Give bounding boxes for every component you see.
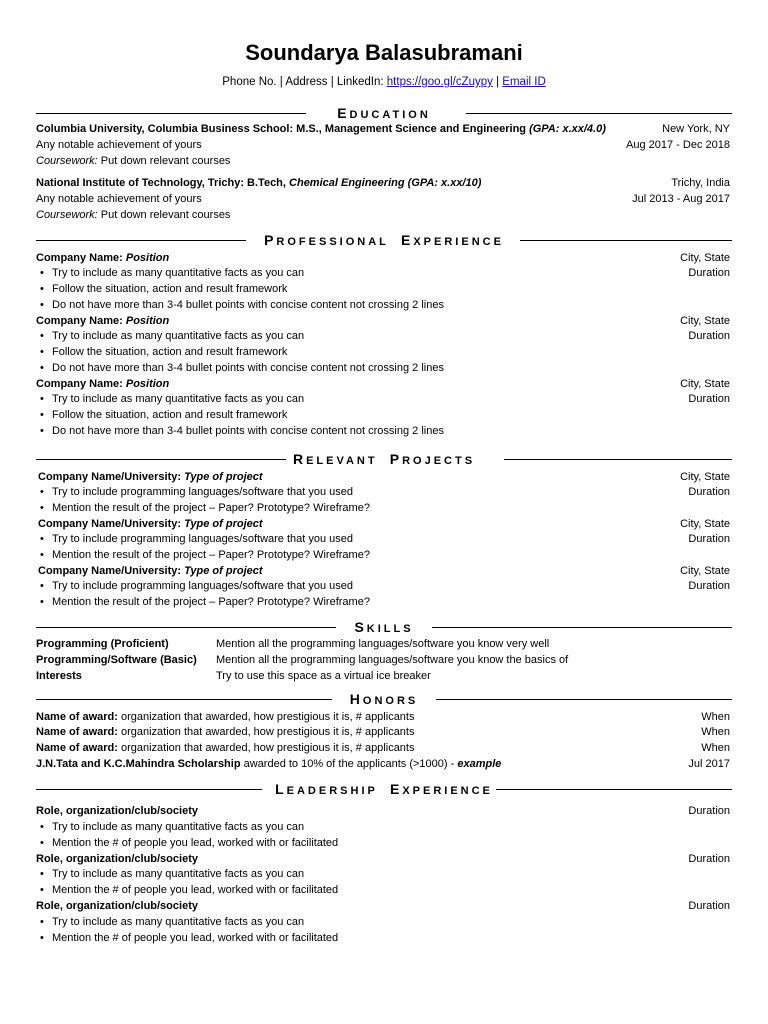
linkedin-link[interactable]: https://goo.gl/cZuypy — [386, 76, 493, 88]
list-item: • Do not have more than 3-4 bullet points with concise content not crossing 2 lines — [40, 424, 444, 439]
leadership-entry: Role, organization/club/society Duration — [36, 805, 730, 817]
skill-row: Interests Try to use this space as a virtual ice breaker — [36, 670, 431, 682]
project-entry: Company Name/University: Type of project City, State — [38, 471, 730, 483]
skill-row: Programming/Software (Basic) Mention all the programming languages/software you know the basics of — [36, 654, 569, 666]
list-item: • Try to include as many quantitative facts as you can — [40, 820, 304, 835]
list-item: • Try to include programming languages/software that you used — [40, 485, 353, 500]
dates: Aug 2017 - Dec 2018 — [626, 139, 730, 151]
list-item: • Try to include as many quantitative facts as you can — [40, 867, 304, 882]
resume-page: Soundarya Balasubramani Phone No. | Address | LinkedIn: https://goo.gl/cZuypy | Email ID EDUCATION Columbia University, Columbia Business School: M.S., Management Science and Engineering (GPA: x.xx/4.0) New York, NY Any notable achievement of yours Aug 2017 - Dec 2018 Coursework: Put down relevant courses National Institute of Technology, Trichy: B.Tech, Chemical Engineering (GPA: x.xx/10) Trichy, India Any notable achievement of yours Jul 2013 - Aug 2017 Coursework: Put down relevant courses PROFESSIONAL EXPERIENCE Company Name: Position City, State Duration • Try to include as many quantitative facts as you can • Follow the situation, action and result framework • Do not have more than 3-4 bullet points with concise content not crossing 2 lines Company Name: Position City, State Duration • Try to include as many quantitative facts as you can • Follow the situation, action and result framework • Do not have more than 3-4 bullet points with concise content not crossing 2 lines Company Name: Position City, State Duration • Try to include as many quantitative facts as you can • Follow the situation, action and result framework • Do not have more than 3-4 bullet points with concise content not crossing 2 lines RELEVANT PROJECTS Company Name/University: Type of project City, State Duration • Try to include programming languages/software that you used • Mention the result of the project – Paper? Prototype? Wireframe? Company Name/University: Type of project City, State Duration • Try to include programming languages/software that you used • Mention the result of the project – Paper? Prototype? Wireframe? Company Name/University: Type of project City, State Duration • Try to include programming languages/software that you used • Mention the result of the project – Paper? Prototype? Wireframe? SKILLS Programming (Proficient) Mention all the programming languages/software you know very well Programming/Software (Basic) Mention all the programming languages/software you know the basics of Interests Try to use this space as a virtual ice breaker HONORS Name of award: organization that awarded, how prestigious it is, # applicants When Name of award: organization that awarded, how prestigious it is, # applicants When Name of award: organization that awarded, how prestigious it is, # applicants When J.N.Tata and K.C.Mahindra Scholarship awarded to 10% of the applicants (>1000) - example Jul 2017 LEADERSHIP EXPERIENCE Role, organization/club/society Duration • Try to include as many quantitative facts as you can • Mention the # of people you lead, worked with or facilitated Role, organization/club/society Duration • Try to include as many quantitative facts as you can • Mention the # of people you lead, worked with or facilitated Role, organization/club/society Duration • Try to include as many quantitative facts as you can • Mention the # of people you lead, worked with or facilitated — [0, 0, 768, 1024]
list-item: • Try to include as many quantitative facts as you can — [40, 392, 304, 407]
award-row: Name of award: organization that awarded, how prestigious it is, # applicants When — [36, 726, 730, 738]
contact-line — [0, 76, 768, 88]
list-item: • Try to include as many quantitative facts as you can — [40, 329, 304, 344]
dates: Jul 2013 - Aug 2017 — [632, 193, 730, 205]
job-entry: Company Name: Position City, State — [36, 315, 730, 327]
list-item: • Try to include as many quantitative facts as you can — [40, 915, 304, 930]
leadership-entry: Role, organization/club/society Duration — [36, 853, 730, 865]
contact-separator: | — [492, 76, 503, 88]
skills-heading: SKILLS — [36, 619, 732, 635]
list-item: • Mention the # of people you lead, worked with or facilitated — [40, 836, 338, 851]
list-item: • Follow the situation, action and result framework — [40, 345, 287, 360]
list-item: • Follow the situation, action and result framework — [40, 282, 287, 297]
email-link[interactable]: Email ID — [502, 76, 546, 88]
award-row: Name of award: organization that awarded, how prestigious it is, # applicants When — [36, 711, 730, 723]
list-item: • Try to include as many quantitative facts as you can — [40, 266, 304, 281]
list-item: • Mention the # of people you lead, worked with or facilitated — [40, 883, 338, 898]
education-entry: Columbia University, Columbia Business School: M.S., Management Science and Engineering (GPA: x.xx/4.0) New York, NY — [36, 123, 730, 135]
honors-heading: HONORS — [36, 691, 732, 707]
list-item: • Do not have more than 3-4 bullet points with concise content not crossing 2 lines — [40, 298, 444, 313]
candidate-name: Soundarya Balasubramani — [245, 40, 523, 65]
list-item: • Try to include programming languages/software that you used — [40, 532, 353, 547]
job-entry: Company Name: Position City, State — [36, 378, 730, 390]
education-heading: EDUCATION — [36, 105, 732, 121]
award-row: J.N.Tata and K.C.Mahindra Scholarship awarded to 10% of the applicants (>1000) - example Jul 2017 — [36, 758, 730, 770]
list-item: • Mention the result of the project – Paper? Prototype? Wireframe? — [40, 501, 370, 516]
leadership-entry: Role, organization/club/society Duration — [36, 900, 730, 912]
list-item: • Do not have more than 3-4 bullet points with concise content not crossing 2 lines — [40, 361, 444, 376]
project-entry: Company Name/University: Type of project City, State — [38, 518, 730, 530]
education-entry: National Institute of Technology, Trichy: B.Tech, Chemical Engineering (GPA: x.xx/10) Trichy, India — [36, 177, 730, 189]
list-item: • Mention the result of the project – Paper? Prototype? Wireframe? — [40, 595, 370, 610]
project-entry: Company Name/University: Type of project City, State — [38, 565, 730, 577]
skill-row: Programming (Proficient) Mention all the programming languages/software you know very well — [36, 638, 550, 650]
list-item: • Mention the result of the project – Paper? Prototype? Wireframe? — [40, 548, 370, 563]
job-entry: Company Name: Position City, State — [36, 252, 730, 264]
contact-prefix: Phone No. | Address | LinkedIn: — [222, 76, 387, 88]
location: Trichy, India — [671, 177, 730, 189]
list-item: • Try to include programming languages/software that you used — [40, 579, 353, 594]
leadership-heading: LEADERSHIP EXPERIENCE — [36, 781, 732, 797]
location: New York, NY — [662, 123, 730, 135]
list-item: • Follow the situation, action and result framework — [40, 408, 287, 423]
award-row: Name of award: organization that awarded, how prestigious it is, # applicants When — [36, 742, 730, 754]
projects-heading: RELEVANT PROJECTS — [36, 451, 732, 467]
list-item: • Mention the # of people you lead, worked with or facilitated — [40, 931, 338, 946]
experience-heading: PROFESSIONAL EXPERIENCE — [36, 232, 732, 248]
